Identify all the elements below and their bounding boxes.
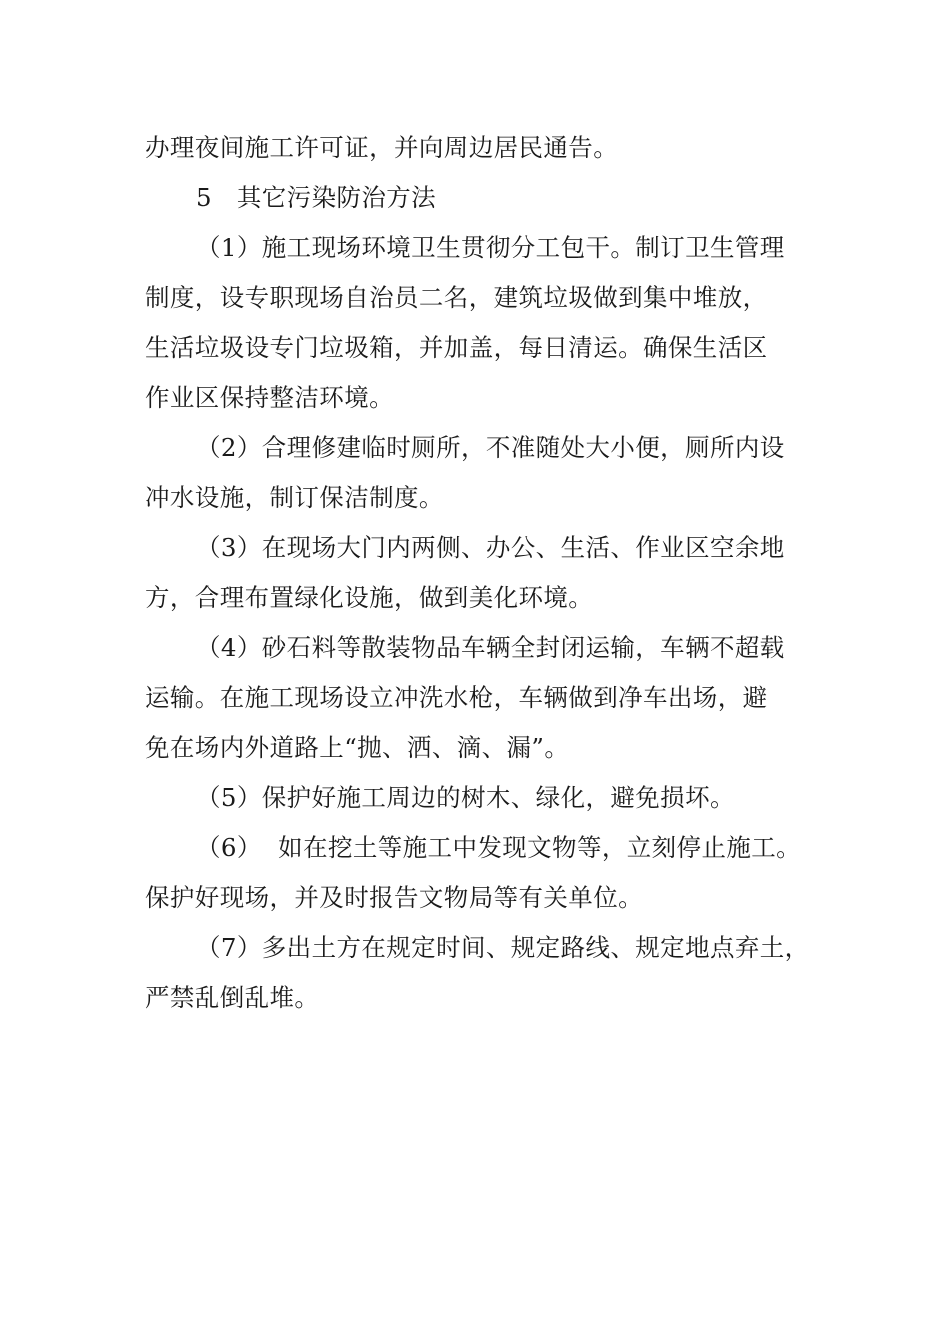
paragraph-line: （5）保护好施工周边的树木、绿化，避免损坏。 xyxy=(196,783,735,812)
paragraph-line: 严禁乱倒乱堆。 xyxy=(145,983,320,1012)
section-heading: 5 其它污染防治方法 xyxy=(196,183,437,212)
paragraph-line: 作业区保持整洁环境。 xyxy=(145,383,394,412)
paragraph-line: 制度，设专职现场自治员二名，建筑垃圾做到集中堆放， xyxy=(145,283,768,312)
paragraph-line: （7）多出土方在规定时间、规定路线、规定地点弃土， xyxy=(196,933,810,962)
paragraph-line: （1）施工现场环境卫生贯彻分工包干。制订卫生管理 xyxy=(196,233,785,262)
paragraph-line: 免在场内外道路上“抛、洒、滴、漏”。 xyxy=(145,733,570,762)
paragraph-line: 冲水设施，制订保洁制度。 xyxy=(145,483,444,512)
paragraph-line: 方，合理布置绿化设施，做到美化环境。 xyxy=(145,583,594,612)
paragraph-line: （2）合理修建临时厕所，不准随处大小便，厕所内设 xyxy=(196,433,785,462)
paragraph-line: 保护好现场，并及时报告文物局等有关单位。 xyxy=(145,883,643,912)
paragraph-line: （3）在现场大门内两侧、办公、生活、作业区空余地 xyxy=(196,533,785,562)
paragraph-line: 运输。在施工现场设立冲洗水枪，车辆做到净车出场，避 xyxy=(145,683,768,712)
paragraph-line: 办理夜间施工许可证，并向周边居民通告。 xyxy=(145,133,619,162)
paragraph-line: （6） 如在挖土等施工中发现文物等，立刻停止施工。 xyxy=(196,833,802,862)
paragraph-line: 生活垃圾设专门垃圾箱，并加盖，每日清运。确保生活区 xyxy=(145,333,768,362)
paragraph-line: （4）砂石料等散装物品车辆全封闭运输，车辆不超载 xyxy=(196,633,785,662)
